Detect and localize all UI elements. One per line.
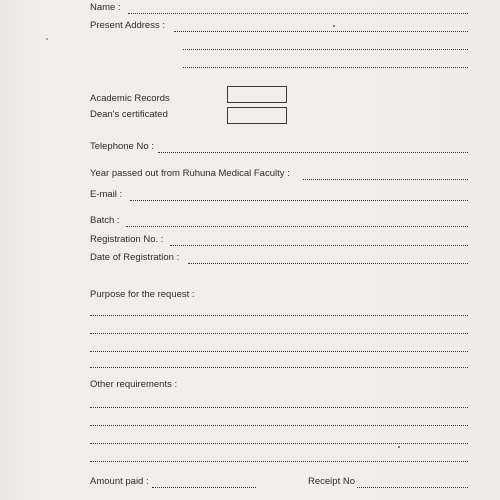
email-label: E-mail : <box>90 189 123 200</box>
batch-field[interactable] <box>126 225 468 227</box>
registration-no-field[interactable] <box>170 244 468 246</box>
receipt-no-field[interactable] <box>357 486 468 488</box>
paper-speck <box>398 446 400 448</box>
paper-speck <box>333 25 335 27</box>
present-address-label: Present Address : <box>90 20 165 31</box>
purpose-line-4[interactable] <box>90 366 468 368</box>
year-passed-label: Year passed out from Ruhuna Medical Faculty : <box>90 168 290 179</box>
other-requirements-line-2[interactable] <box>90 424 468 426</box>
date-of-registration-field[interactable] <box>188 262 468 264</box>
amount-paid-label: Amount paid : <box>90 476 149 487</box>
other-requirements-line-1[interactable] <box>90 406 468 408</box>
date-of-registration-label: Date of Registration : <box>90 252 180 263</box>
year-passed-field[interactable] <box>303 178 468 180</box>
name-label: Name : <box>90 2 121 13</box>
telephone-field[interactable] <box>158 151 468 153</box>
other-requirements-label: Other requirements : <box>90 379 178 390</box>
email-field[interactable] <box>130 199 468 201</box>
registration-no-label: Registration No. : <box>90 234 164 245</box>
receipt-no-label: Receipt No <box>308 476 355 487</box>
deans-certificate-label: Dean's certificated <box>90 109 168 120</box>
address-line-3[interactable] <box>183 66 468 68</box>
deans-certificate-checkbox[interactable] <box>227 107 287 124</box>
academic-records-label: Academic Records <box>90 93 170 104</box>
address-line-1[interactable] <box>174 30 468 32</box>
purpose-label: Purpose for the request : <box>90 289 195 300</box>
other-requirements-line-3[interactable] <box>90 442 468 444</box>
amount-paid-field[interactable] <box>152 486 256 488</box>
purpose-line-1[interactable] <box>90 314 468 316</box>
purpose-line-2[interactable] <box>90 332 468 334</box>
batch-label: Batch : <box>90 215 120 226</box>
purpose-line-3[interactable] <box>90 350 468 352</box>
name-field[interactable] <box>128 12 468 14</box>
other-requirements-line-4[interactable] <box>90 460 468 462</box>
telephone-label: Telephone No : <box>90 141 154 152</box>
academic-records-checkbox[interactable] <box>227 86 287 103</box>
paper-speck <box>46 38 48 40</box>
address-line-2[interactable] <box>183 48 468 50</box>
